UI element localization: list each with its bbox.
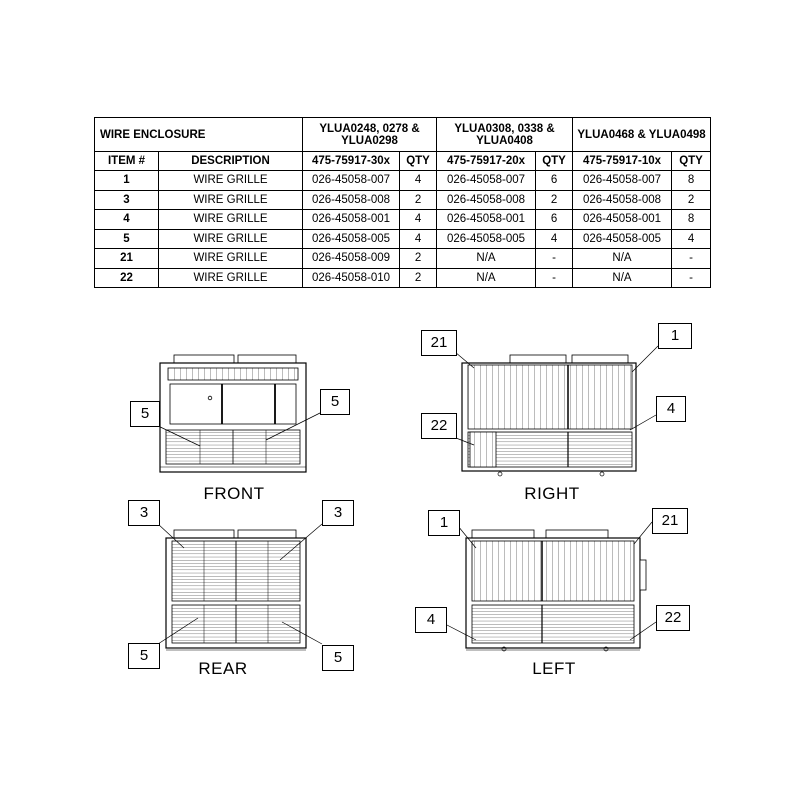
part-number-cell: 026-45058-009 — [303, 249, 400, 269]
view-label-left: LEFT — [532, 659, 576, 678]
qty-cell: 4 — [672, 229, 711, 249]
qty-cell: 2 — [400, 249, 437, 269]
column-header: 475-75917-30x — [303, 152, 400, 171]
part-number-cell: 026-45058-007 — [437, 171, 536, 191]
column-header: 475-75917-10x — [573, 152, 672, 171]
item-number-cell: 22 — [95, 268, 159, 288]
callout-item-4: 4 — [415, 607, 447, 633]
item-number-cell: 1 — [95, 171, 159, 191]
qty-cell: 2 — [672, 190, 711, 210]
item-number-cell: 21 — [95, 249, 159, 269]
qty-cell: - — [536, 268, 573, 288]
view-label-front: FRONT — [203, 484, 265, 503]
callout-item-5: 5 — [320, 389, 350, 415]
item-number-cell: 5 — [95, 229, 159, 249]
column-header: 475-75917-20x — [437, 152, 536, 171]
qty-cell: - — [536, 249, 573, 269]
callout-item-21: 21 — [421, 330, 457, 356]
item-number-cell: 3 — [95, 190, 159, 210]
qty-cell: 8 — [672, 171, 711, 191]
callout-item-22: 22 — [656, 605, 690, 631]
part-number-cell: N/A — [573, 249, 672, 269]
qty-cell: 4 — [400, 171, 437, 191]
rear-view — [158, 524, 322, 650]
description-cell: WIRE GRILLE — [159, 171, 303, 191]
callout-item-1: 1 — [658, 323, 692, 349]
model-group-header: YLUA0248, 0278 & YLUA0298 — [303, 118, 437, 152]
description-cell: WIRE GRILLE — [159, 190, 303, 210]
part-number-cell: 026-45058-007 — [573, 171, 672, 191]
qty-cell: 8 — [672, 210, 711, 230]
part-number-cell: 026-45058-008 — [303, 190, 400, 210]
model-group-header: YLUA0468 & YLUA0498 — [573, 118, 711, 152]
callout-item-3: 3 — [322, 500, 354, 526]
part-number-cell: 026-45058-008 — [573, 190, 672, 210]
callout-item-5: 5 — [128, 643, 160, 669]
table-title: WIRE ENCLOSURE — [95, 118, 303, 152]
qty-cell: 4 — [400, 210, 437, 230]
qty-cell: 6 — [536, 210, 573, 230]
callout-item-5: 5 — [322, 645, 354, 671]
column-header: ITEM # — [95, 152, 159, 171]
description-cell: WIRE GRILLE — [159, 210, 303, 230]
part-number-cell: 026-45058-005 — [303, 229, 400, 249]
callout-item-22: 22 — [421, 413, 457, 439]
part-number-cell: 026-45058-001 — [437, 210, 536, 230]
part-number-cell: N/A — [437, 249, 536, 269]
part-number-cell: 026-45058-005 — [437, 229, 536, 249]
part-number-cell: 026-45058-001 — [303, 210, 400, 230]
qty-cell: 2 — [400, 190, 437, 210]
part-number-cell: N/A — [437, 268, 536, 288]
callout-item-4: 4 — [656, 396, 686, 422]
model-group-header: YLUA0308, 0338 & YLUA0408 — [437, 118, 573, 152]
column-header: QTY — [672, 152, 711, 171]
qty-cell: 2 — [536, 190, 573, 210]
column-header: QTY — [400, 152, 437, 171]
part-number-cell: 026-45058-007 — [303, 171, 400, 191]
column-header: DESCRIPTION — [159, 152, 303, 171]
qty-cell: 2 — [400, 268, 437, 288]
part-number-cell: N/A — [573, 268, 672, 288]
description-cell: WIRE GRILLE — [159, 268, 303, 288]
callout-item-21: 21 — [652, 508, 688, 534]
left-view — [445, 522, 656, 651]
qty-cell: 4 — [536, 229, 573, 249]
callout-item-1: 1 — [428, 510, 460, 536]
view-label-right: RIGHT — [524, 484, 580, 503]
part-number-cell: 026-45058-001 — [573, 210, 672, 230]
part-number-cell: 026-45058-005 — [573, 229, 672, 249]
qty-cell: - — [672, 268, 711, 288]
qty-cell: 6 — [536, 171, 573, 191]
view-label-rear: REAR — [198, 659, 248, 678]
front-view — [154, 355, 322, 472]
qty-cell: 4 — [400, 229, 437, 249]
item-number-cell: 4 — [95, 210, 159, 230]
qty-cell: - — [672, 249, 711, 269]
callout-item-5: 5 — [130, 401, 160, 427]
description-cell: WIRE GRILLE — [159, 249, 303, 269]
callout-item-3: 3 — [128, 500, 160, 526]
right-view — [455, 346, 658, 476]
description-cell: WIRE GRILLE — [159, 229, 303, 249]
part-number-cell: 026-45058-008 — [437, 190, 536, 210]
column-header: QTY — [536, 152, 573, 171]
part-number-cell: 026-45058-010 — [303, 268, 400, 288]
